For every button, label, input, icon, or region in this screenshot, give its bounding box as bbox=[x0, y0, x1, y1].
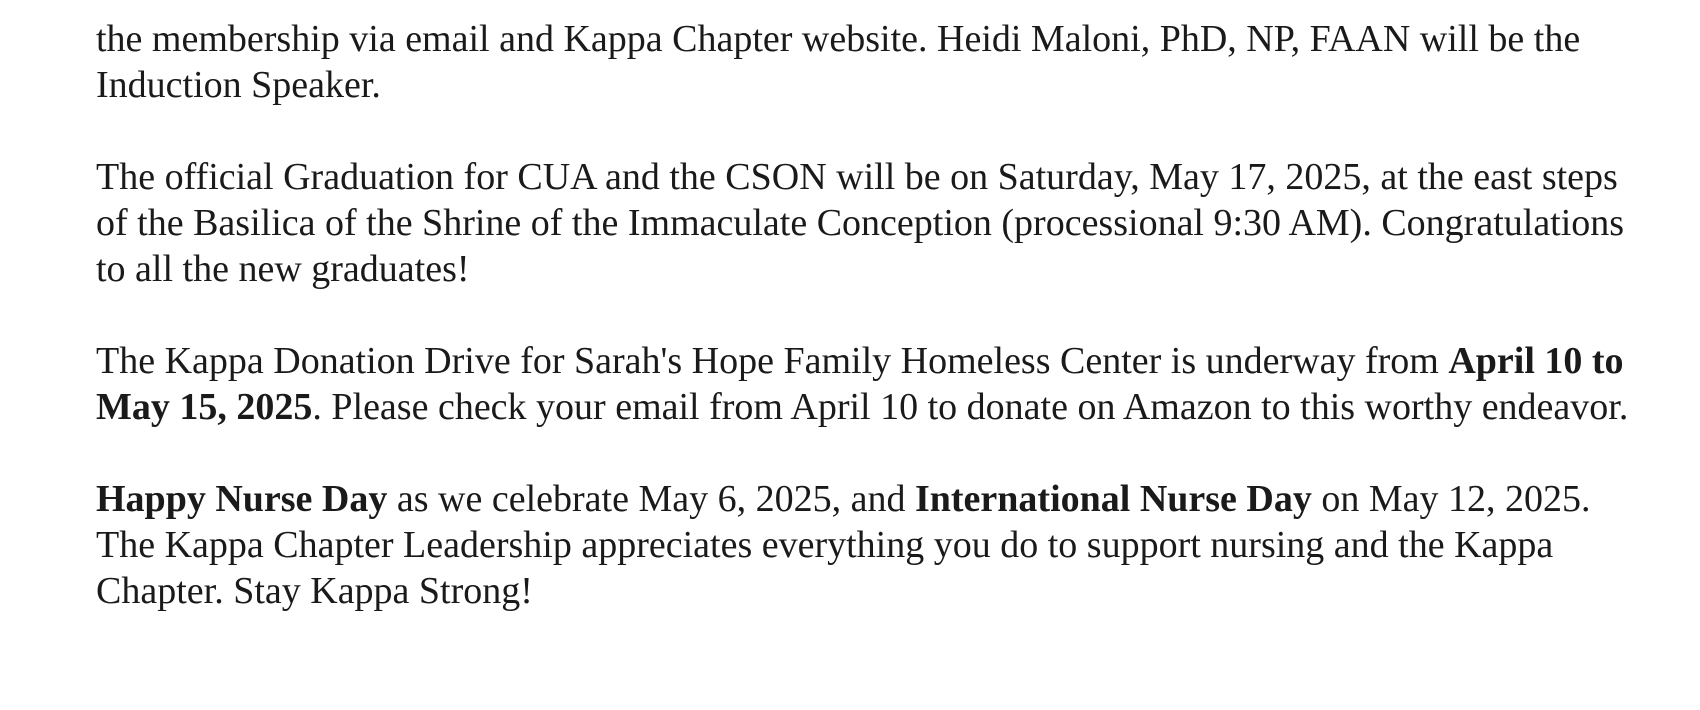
paragraph-induction-speaker bbox=[96, 16, 1656, 108]
happy-nurse-day: Happy Nurse Day bbox=[96, 478, 388, 520]
donation-dates: April 10 to May 15, 2025 bbox=[96, 340, 1624, 428]
international-nurse-day: International Nurse Day bbox=[914, 478, 1312, 520]
graduation-text: The official Graduation for CUA and the CSON will be on Saturday, May 17, 2025, at the east steps of the Basilica of the Shrine of the Immaculate Conception (processional 9:30 AM). Congratulations to all the new graduates! bbox=[96, 156, 1625, 290]
paragraph-donation-drive bbox=[96, 338, 1656, 430]
paragraph-nurse-day bbox=[96, 476, 1656, 614]
induction-text: the membership via email and Kappa Chapter website. Heidi Maloni, PhD, NP, FAAN will be the Induction Speaker. bbox=[96, 18, 1581, 106]
nurse-day-text-2: on May 12, 2025. The Kappa Chapter Leadership appreciates everything you do to support nursing and the Kappa Chapter. Stay Kappa Strong! bbox=[96, 478, 1591, 612]
newsletter-body bbox=[96, 16, 1656, 614]
paragraph-graduation bbox=[96, 154, 1656, 292]
donation-text-start: The Kappa Donation Drive for Sarah's Hope Family Homeless Center is underway from bbox=[96, 340, 1449, 382]
donation-text-end: . Please check your email from April 10 to donate on Amazon to this worthy endeavor. bbox=[312, 386, 1629, 428]
nurse-day-text-1: as we celebrate May 6, 2025, and bbox=[387, 478, 915, 520]
